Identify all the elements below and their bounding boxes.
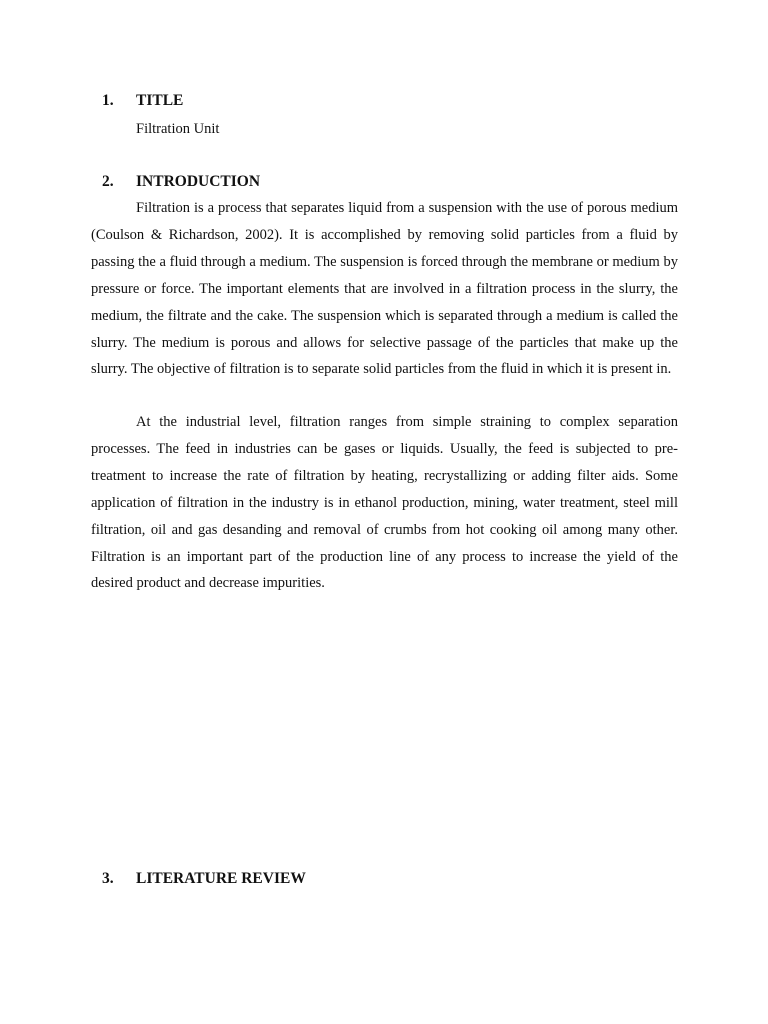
section-number: 2. xyxy=(102,173,114,190)
introduction-paragraph-1: Filtration is a process that separates liquid from a suspension with the use of porous medium (Coulson & Richardson, 2002). It is accomplished by removing solid particles from a fluid by passing the a fluid through a medium. The suspension is forced through the membrane or medium by pressure or force. The important elements that are involved in a filtration process in the slurry, the medium, the filtrate and the cake. The suspension which is separated through a medium is called the slurry. The medium is porous and allows for selective passage of the particles that make up the slurry. The objective of filtration is to separate solid particles from the fluid in which it is present in. xyxy=(91,200,678,378)
section-title: LITERATURE REVIEW xyxy=(136,870,306,887)
section-number: 3. xyxy=(102,870,114,887)
section-title: INTRODUCTION xyxy=(136,173,261,190)
introduction-paragraph-2: At the industrial level, filtration ranges from simple straining to complex separation processes. The feed in industries can be gases or liquids. Usually, the feed is subjected to pre-treatment to increase the rate of filtration by heating, recrystallizing or adding filter aids. Some application of filtration in the industry is in ethanol production, mining, water treatment, steel mill filtration, oil and gas desanding and removal of crumbs from hot cooking oil among many other. Filtration is an important part of the production line of any process to increase the yield of the desired product and decrease impurities. xyxy=(91,414,678,592)
document-title-value: Filtration Unit xyxy=(136,121,220,137)
section-title: TITLE xyxy=(136,92,184,109)
section-number: 1. xyxy=(102,92,114,109)
